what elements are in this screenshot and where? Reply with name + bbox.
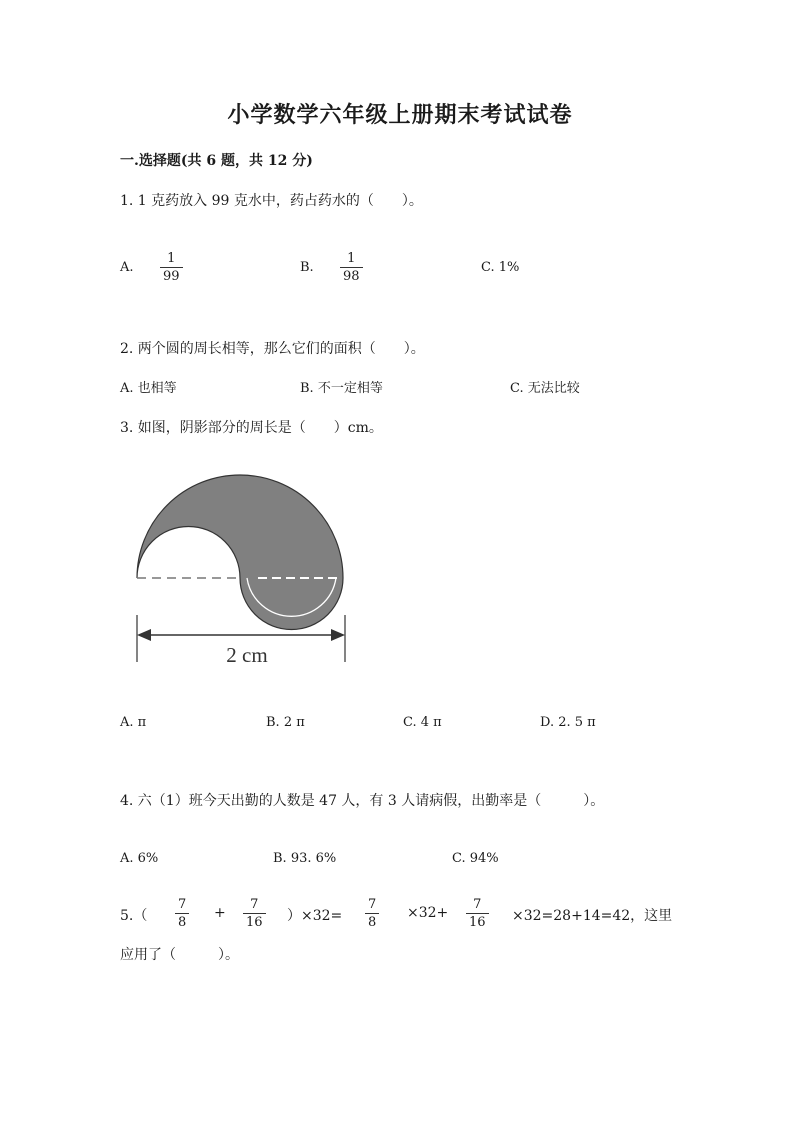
q3-option-d: D. 2. 5 π xyxy=(540,715,596,730)
shaded-region xyxy=(137,475,343,630)
denominator: 16 xyxy=(246,915,263,930)
q2-option-c: C. 无法比较 xyxy=(510,381,580,396)
q3-option-c: C. 4 π xyxy=(403,715,442,730)
numerator: 7 xyxy=(250,897,259,912)
question-5-part-1: 5.（ xyxy=(120,908,148,924)
question-3-text: 3. 如图，阴影部分的周长是（ ）cm。 xyxy=(120,420,383,436)
question-1-text: 1. 1 克药放入 99 克水中，药占药水的（ ）。 xyxy=(120,193,423,209)
question-5-part-3: ×32+ xyxy=(407,905,449,921)
arrow-left-icon xyxy=(137,629,151,641)
dimension-label: 2 cm xyxy=(226,643,268,667)
shaded-region-figure xyxy=(125,465,365,675)
numerator: 1 xyxy=(347,251,356,266)
denominator: 16 xyxy=(469,915,486,930)
denominator: 8 xyxy=(368,915,377,930)
question-5-part-4: ×32=28+14=42，这里 xyxy=(512,908,673,924)
question-2-text: 2. 两个圆的周长相等，那么它们的面积（ ）。 xyxy=(120,341,425,357)
section-heading: 一.选择题(共 6 题，共 12 分) xyxy=(120,153,313,169)
q5-fraction-2 xyxy=(243,897,266,930)
question-5-line-2: 应用了（ ）。 xyxy=(120,947,239,963)
q5-fraction-1 xyxy=(175,897,189,930)
numerator: 1 xyxy=(167,251,176,266)
page-title: 小学数学六年级上册期末考试试卷 xyxy=(227,102,573,128)
q4-option-c: C. 94% xyxy=(452,851,499,866)
q4-option-b: B. 93. 6% xyxy=(273,851,337,866)
q1-option-c: C. 1% xyxy=(481,260,520,275)
denominator: 98 xyxy=(343,269,360,284)
denominator: 99 xyxy=(163,269,180,284)
q5-fraction-4 xyxy=(466,897,489,930)
q1-option-a-label: A. xyxy=(120,260,134,275)
question-5-part-2: ）×32= xyxy=(287,908,343,924)
numerator: 7 xyxy=(473,897,482,912)
plus-sign: + xyxy=(214,905,226,921)
q1-option-b-label: B. xyxy=(300,260,314,275)
numerator: 7 xyxy=(368,897,377,912)
q2-option-a: A. 也相等 xyxy=(120,381,177,396)
arrow-right-icon xyxy=(331,629,345,641)
q2-option-b: B. 不一定相等 xyxy=(300,381,383,396)
denominator: 8 xyxy=(178,915,187,930)
q5-fraction-3 xyxy=(365,897,379,930)
q1-option-b-fraction xyxy=(340,251,363,284)
q3-option-a: A. π xyxy=(120,715,147,730)
q3-option-b: B. 2 π xyxy=(266,715,305,730)
numerator: 7 xyxy=(178,897,187,912)
q1-option-a-fraction xyxy=(160,251,183,284)
q4-option-a: A. 6% xyxy=(120,851,159,866)
question-4-text: 4. 六（1）班今天出勤的人数是 47 人，有 3 人请病假，出勤率是（ ）。 xyxy=(120,793,605,809)
